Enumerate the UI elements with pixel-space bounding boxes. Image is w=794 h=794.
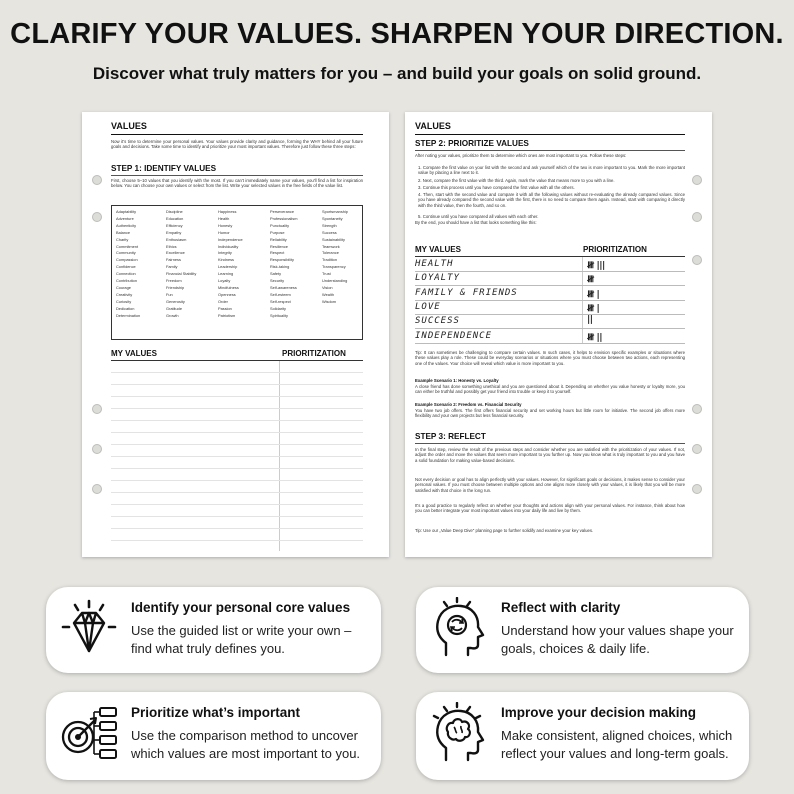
headline: CLARIFY YOUR VALUES. SHARPEN YOUR DIRECTION. [10, 18, 784, 50]
scenario2-text: You have two job offers. The first offers financial security and set working hours but little room for initiative. The second job offers more flexibility and your own projects but less financial security. [415, 408, 685, 419]
step3-paragraph: Not every decision or goal has to align perfectly with your values. However, for significant goals or decisions, it makes sense to consider your personal values. If you must choose between multiple options and one aligns more closely with your values, it is likely that you will be more satisfied with that choice in the long run. [415, 477, 685, 493]
left-planner-page [82, 112, 389, 557]
value-item: Balance [116, 229, 131, 235]
value-item: Discipline [166, 209, 183, 214]
write-line[interactable] [111, 408, 363, 409]
write-line [415, 285, 685, 286]
write-line[interactable] [111, 480, 363, 481]
step-rule [415, 150, 685, 151]
value-item: Punctuality [270, 222, 290, 228]
punch-hole [92, 212, 102, 222]
example-value: HEALTH [415, 259, 454, 269]
value-item: Tolerance [322, 250, 339, 256]
value-item: Individuality [218, 243, 239, 249]
value-item: Sportsmanship [322, 209, 348, 214]
tally-marks: || [587, 315, 593, 325]
value-item: Perseverance [270, 209, 295, 214]
write-line [415, 343, 685, 344]
value-item: Connection [116, 271, 136, 277]
value-item: Risk-taking [270, 264, 290, 270]
write-line[interactable] [111, 468, 363, 469]
step2-intro: After noting your values, prioritize them to determine which ones are most important to you. Follow these steps: [415, 153, 627, 158]
value-item: Loyalty [218, 278, 231, 284]
punch-hole [692, 255, 702, 265]
subheadline: Discover what truly matters for you – and build your goals on solid ground. [92, 64, 702, 83]
write-line[interactable] [111, 384, 363, 385]
value-item: Fun [166, 291, 173, 297]
header-rule [415, 134, 685, 135]
value-column [218, 209, 268, 320]
value-item: Honesty [218, 222, 233, 228]
value-item: Transparency [322, 264, 346, 270]
value-item: Contribution [116, 278, 137, 284]
value-item: Curiosity [116, 298, 132, 304]
page-header: VALUES [415, 121, 451, 131]
write-line[interactable] [111, 396, 363, 397]
tally-marks: 𝍸 || [587, 333, 603, 343]
header-rule [111, 134, 363, 135]
value-item: Self-respect [270, 298, 291, 304]
value-item: Security [270, 278, 285, 284]
value-item: Passion [218, 305, 232, 311]
value-column [270, 209, 320, 320]
scenario2-title: Example Scenario 2: Freedom vs. Financial Security [415, 402, 522, 407]
feature-card-prioritize [46, 692, 381, 780]
punch-hole [92, 484, 102, 494]
value-item: Friendship [166, 284, 185, 290]
scenario1-title: Example Scenario 1: Honesty vs. Loyalty [415, 378, 499, 383]
value-item: Compassion [116, 257, 138, 263]
value-item: Spirituality [270, 312, 288, 318]
value-item: Wealth [322, 291, 335, 297]
my-values-label: MY VALUES [111, 349, 157, 358]
value-item: Solidarity [270, 305, 287, 311]
punch-hole [92, 175, 102, 185]
tally-marks: 𝍸 | [587, 304, 600, 314]
step3-paragraph: It's a good practice to regularly reflect on whether your thoughts and actions align with your personal values. For instance, think about how you can better integrate your most important values into your daily life and live by them. [415, 503, 685, 514]
value-item: Professionalism [270, 215, 298, 221]
value-item: Generosity [166, 298, 185, 304]
feature-title: Improve your decision making [501, 705, 697, 720]
value-item: Fairness [166, 257, 181, 263]
step1-text: First, choose 5–10 values that you identify with the most. If you can't immediately name your values, you'll find a list for inspiration below. You can choose your own values or select from the list. Write your selected values in the free fields of the value list. [111, 178, 363, 189]
value-item: Empathy [166, 229, 182, 235]
value-item: Teamwork [322, 243, 340, 249]
write-line[interactable] [111, 516, 363, 517]
page-header: VALUES [111, 121, 147, 131]
value-item: Patriotism [218, 312, 236, 318]
step-rule [415, 443, 685, 444]
write-line [415, 271, 685, 272]
value-item: Learning [218, 271, 234, 277]
write-line [415, 328, 685, 329]
write-line [415, 300, 685, 301]
punch-hole [92, 444, 102, 454]
feature-text: Use the guided list or write your own – find what truly defines you. [131, 623, 352, 656]
feature-title: Prioritize what’s important [131, 705, 301, 720]
value-item: Openness [218, 291, 236, 297]
tally-marks: 𝍸 [587, 275, 594, 285]
step2-item: 5. Continue until you have compared all values with each other. [418, 214, 539, 219]
value-item: Reliability [270, 236, 287, 242]
punch-hole [692, 404, 702, 414]
punch-hole [692, 175, 702, 185]
target-checklist-icon [58, 702, 120, 764]
value-item: Community [116, 250, 136, 256]
value-item: Purpose [270, 229, 285, 235]
value-item: Growth [166, 312, 179, 318]
value-item: Vision [322, 284, 333, 290]
value-item: Health [218, 215, 230, 221]
intro-text: Now it's time to determine your personal values. Your values provide clarity and guidance, forming the WHY behind all your future goals and decisions. Take some time to identify and prioritize your most important values. Therefore just follow these three steps: [111, 139, 363, 150]
value-item: Humor [218, 229, 230, 235]
step2-item: 1. Compare the first value on your list with the second and ask yourself which of the two is more important to you. Mark the more important value by placing a line next to it. [418, 165, 685, 176]
value-item: Understanding [322, 278, 348, 284]
value-item: Tradition [322, 257, 337, 263]
value-item: Leadership [218, 264, 238, 270]
value-item: Confidence [116, 264, 136, 270]
value-item: Financial Stability [166, 271, 197, 277]
example-value: SUCCESS [415, 316, 460, 326]
value-item: Mindfulness [218, 284, 239, 290]
write-line[interactable] [111, 492, 363, 493]
value-item: Order [218, 298, 228, 304]
value-list-table [111, 205, 363, 340]
value-column [322, 209, 372, 306]
value-item: Success [322, 229, 337, 235]
value-item: Authenticity [116, 222, 137, 228]
value-item: Respect [270, 250, 285, 256]
value-item: Resilience [270, 243, 288, 249]
value-item: Sustainability [322, 236, 345, 242]
value-item: Freedom [166, 278, 182, 284]
brain-head-icon [428, 702, 490, 764]
write-line[interactable] [111, 432, 363, 433]
value-item: Excellence [166, 250, 185, 256]
prioritization-label: PRIORITIZATION [282, 349, 346, 358]
my-values-label: MY VALUES [415, 245, 461, 254]
example-value: FAMILY & FRIENDS [415, 288, 518, 298]
value-item: Creativity [116, 291, 133, 297]
value-item: Courage [116, 284, 131, 290]
value-item: Adventure [116, 215, 134, 221]
write-line[interactable] [111, 420, 363, 421]
tip-text: Tip: Use our „Value Deep Dive" planning page to further solidify and examine your key values. [415, 528, 594, 533]
value-item: Wisdom [322, 298, 337, 304]
head-reflect-icon [428, 597, 490, 659]
value-column [116, 209, 166, 320]
feature-title: Identify your personal core values [131, 600, 351, 615]
example-value: LOYALTY [415, 273, 460, 283]
value-item: Ethics [166, 243, 177, 249]
value-item: Dedication [116, 305, 135, 311]
feature-text: Understand how your values shape your goals, choices & daily life. [501, 623, 734, 656]
step3-title: STEP 3: REFLECT [415, 432, 486, 441]
value-item: Self-awareness [270, 284, 297, 290]
value-item: Independence [218, 236, 243, 242]
scenario1-text: A close friend has done something unethical and you are questioned about it. Depending on whether you value honesty or loyalty more, you can either be truthful and possibly get your friend into trouble or keep it to yourself. [415, 384, 685, 395]
punch-hole [92, 404, 102, 414]
tally-marks: 𝍸 | [587, 290, 600, 300]
value-item: Trust [322, 271, 331, 277]
value-item: Education [166, 215, 184, 221]
step2-title: STEP 2: PRIORITIZE VALUES [415, 139, 529, 148]
step2-item: 3. Continue this process until you have compared the first value with all the others. [418, 185, 575, 190]
value-item: Integrity [218, 250, 232, 256]
write-line[interactable] [111, 540, 363, 541]
value-item: Adaptability [116, 209, 137, 214]
value-item: Efficiency [166, 222, 183, 228]
write-line[interactable] [111, 504, 363, 505]
value-item: Safety [270, 271, 282, 277]
value-column [166, 209, 216, 320]
value-item: Spontaneity [322, 215, 343, 221]
value-item: Enthusiasm [166, 236, 187, 242]
value-item: Kindness [218, 257, 235, 263]
feature-title: Reflect with clarity [501, 600, 621, 615]
punch-hole [692, 444, 702, 454]
right-planner-page [405, 112, 712, 557]
write-line [415, 314, 685, 315]
write-line[interactable] [111, 528, 363, 529]
value-item: Responsibility [270, 257, 295, 263]
punch-hole [692, 484, 702, 494]
step2-item: 4. Then, start with the second value and compare it with all the following values without re-evaluating the already compared values. Since you have already compared the second value with the first, there is no need to compare them again. Instead, start with comparing it directly with the third value, then the fourth, and so on. [418, 192, 685, 208]
write-line[interactable] [111, 372, 363, 373]
example-list [415, 256, 685, 343]
step-rule [111, 175, 363, 176]
value-item: Gratitude [166, 305, 183, 311]
feature-text: Use the comparison method to uncover which values are most important to you. [131, 728, 361, 761]
example-intro: By the end, you should have a list that looks something like this: [415, 220, 537, 225]
value-item: Charity [116, 236, 129, 242]
value-item: Commitment [116, 243, 139, 249]
feature-text: Make consistent, aligned choices, which reflect your values and long-term goals. [501, 728, 733, 761]
write-in-lines [111, 360, 363, 550]
example-value: LOVE [415, 302, 441, 312]
value-item: Self-esteem [270, 291, 291, 297]
feature-card-identify [46, 587, 381, 673]
write-line[interactable] [111, 456, 363, 457]
value-item: Determination [116, 312, 141, 318]
value-item: Happiness [218, 209, 237, 214]
step1-title: STEP 1: IDENTIFY VALUES [111, 164, 217, 173]
value-item: Strength [322, 222, 337, 228]
feature-card-decision [416, 692, 749, 780]
value-item: Family [166, 264, 178, 270]
feature-card-reflect [416, 587, 749, 673]
prioritization-label: PRIORITIZATION [583, 245, 647, 254]
write-line[interactable] [111, 444, 363, 445]
step3-paragraph: In the final step, review the result of the previous steps and consider whether you are satisfied with the prioritization of your values. If not, adjust the order and move the values that seem more important to you further up. Now you know what is truly important to you and you have a solid foundation for making value-based decisions. [415, 447, 685, 463]
punch-hole [692, 212, 702, 222]
tally-marks: 𝍸 ||| [587, 261, 605, 271]
diamond-icon [58, 597, 120, 659]
tip-text: Tip: It can sometimes be challenging to compare certain values. In such cases, it helps to envision specific examples or situations where these values play a role. These could be everyday scenarios or situations where you must choose between two actions, each representing one of the values. Your choice will reveal which value is more important to you. [415, 350, 685, 366]
example-value: INDEPENDENCE [415, 331, 493, 341]
step2-item: 2. Next, compare the first value with the third. Again, mark the value that means more to you with a line. [418, 178, 615, 183]
